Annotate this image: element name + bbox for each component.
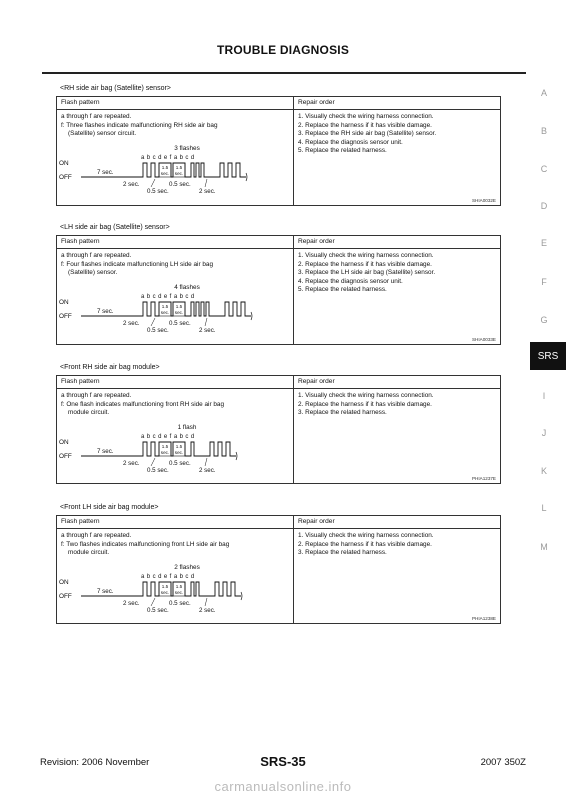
half-sec-label: 0.5 sec. — [147, 467, 169, 474]
flash-description — [61, 252, 289, 278]
flash-description — [61, 392, 289, 418]
flash-pattern-header: Flash pattern — [61, 378, 100, 385]
desc-line: f: One flash indicates malfunctioning front RH side air bag — [61, 400, 225, 408]
repair-step: 1. Visually check the wiring harness connection. — [298, 532, 434, 539]
repair-step: 4. Replace the diagnosis sensor unit. — [298, 277, 403, 285]
repair-step: 2. Replace the harness if it has visible damage. — [298, 540, 432, 548]
repair-step: 2. Replace the harness if it has visible damage. — [298, 260, 432, 268]
sequence-letters: a b c d e f a b c d — [141, 434, 195, 440]
desc-line: (Satellite) sensor. — [68, 269, 118, 277]
side-index-letter[interactable]: A — [540, 88, 547, 98]
continuation-mark — [246, 173, 247, 181]
repair-step: 1. Visually check the wiring harness connection. — [298, 113, 434, 120]
section-front-rh-module — [56, 361, 501, 483]
repair-order-header: Repair order — [298, 99, 335, 106]
desc-line: a through f are repeated. — [61, 532, 132, 539]
diagnosis-table — [56, 375, 501, 484]
desc-line: module circuit. — [68, 409, 110, 417]
table-header — [57, 236, 500, 249]
desc-line: a through f are repeated. — [61, 252, 132, 259]
box-unit: sec. — [160, 310, 170, 315]
repair-step: 5. Replace the related harness. — [298, 147, 387, 155]
repair-step: 1. Visually check the wiring harness connection. — [298, 392, 434, 399]
box-unit: sec. — [174, 310, 184, 315]
section-front-lh-module — [56, 501, 501, 625]
repair-order-header: Repair order — [298, 238, 335, 245]
side-index — [524, 80, 564, 560]
section-rh-satellite-sensor — [56, 82, 501, 214]
flash-pattern-diagram — [59, 280, 291, 340]
box-value: 1.5 — [161, 444, 169, 449]
two-sec-label: 2 sec. — [123, 460, 140, 467]
section-lh-satellite-sensor — [56, 221, 501, 353]
repair-list — [298, 113, 498, 156]
on-label: ON — [59, 299, 69, 306]
half-sec-label: 0.5 sec. — [169, 181, 191, 188]
on-label: ON — [59, 439, 69, 446]
repair-list — [298, 252, 498, 295]
box-value: 1.5 — [175, 304, 183, 309]
side-index-letter[interactable]: F — [541, 277, 547, 287]
on-label: ON — [59, 160, 69, 167]
column-divider — [293, 236, 294, 344]
repair-list — [298, 392, 498, 418]
half-sec-label: 0.5 sec. — [169, 320, 191, 327]
repair-step: 1. Visually check the wiring harness connection. — [298, 252, 434, 259]
sequence-letters: a b c d e f a b c d — [141, 155, 195, 161]
half-sec-label: 0.5 sec. — [147, 607, 169, 614]
figure-id: SHIA0033E — [471, 337, 496, 342]
repair-step: 3. Replace the related harness. — [298, 409, 387, 417]
repair-step: 2. Replace the harness if it has visible damage. — [298, 121, 432, 129]
side-index-letter[interactable]: M — [540, 542, 548, 552]
sequence-letters: a b c d e f a b c d — [141, 574, 195, 580]
title-divider — [42, 72, 526, 74]
flash-count-label: 1 flash — [177, 424, 197, 431]
desc-line: a through f are repeated. — [61, 113, 132, 120]
repair-step: 3. Replace the RH side air bag (Satellite) sensor. — [298, 130, 437, 138]
flash-pattern-diagram — [59, 141, 291, 201]
section-title: <RH side air bag (Satellite) sensor> — [60, 85, 171, 92]
model-year: 2007 350Z — [480, 757, 526, 768]
leader-line — [151, 318, 155, 326]
side-index-letter[interactable]: L — [541, 503, 547, 513]
repair-order-header: Repair order — [298, 518, 335, 525]
leader-line — [205, 318, 207, 326]
two-sec-label: 2 sec. — [199, 188, 216, 195]
off-label: OFF — [59, 313, 72, 320]
leader-line — [205, 598, 207, 606]
two-sec-label: 2 sec. — [199, 607, 216, 614]
desc-line: a through f are repeated. — [61, 392, 132, 399]
repair-step: 5. Replace the related harness. — [298, 286, 387, 294]
column-divider — [293, 97, 294, 205]
off-label: OFF — [59, 593, 72, 600]
side-index-letter[interactable]: E — [540, 238, 547, 248]
desc-line: f: Three flashes indicate malfunctioning RH side air bag — [61, 121, 218, 129]
seven-sec-label: 7 sec. — [97, 169, 114, 176]
side-index-letter[interactable]: D — [540, 201, 548, 211]
repair-order-header: Repair order — [298, 378, 335, 385]
two-sec-label: 2 sec. — [199, 327, 216, 334]
box-value: 1.5 — [175, 165, 183, 170]
continuation-mark — [236, 452, 237, 460]
side-index-letter[interactable]: B — [540, 126, 547, 136]
continuation-mark — [241, 592, 242, 600]
side-index-letter[interactable]: G — [540, 315, 548, 325]
repair-step: 3. Replace the related harness. — [298, 549, 387, 557]
diagnosis-table — [56, 235, 501, 345]
two-sec-label: 2 sec. — [123, 600, 140, 607]
leader-line — [151, 598, 155, 606]
figure-id: SHIA0032E — [471, 198, 496, 203]
table-header — [57, 516, 500, 529]
desc-line: f: Two flashes indicates malfunctioning front LH side air bag — [61, 540, 230, 548]
side-index-letter[interactable]: J — [541, 428, 547, 438]
half-sec-label: 0.5 sec. — [147, 327, 169, 334]
box-value: 1.5 — [161, 584, 169, 589]
figure-id: PHIA1237E — [471, 476, 496, 481]
flash-count-label: 4 flashes — [174, 284, 200, 291]
box-unit: sec. — [160, 171, 170, 176]
repair-step: 4. Replace the diagnosis sensor unit. — [298, 138, 403, 146]
box-unit: sec. — [160, 450, 170, 455]
page-number: SRS-35 — [260, 754, 306, 769]
section-title: <LH side air bag (Satellite) sensor> — [60, 224, 170, 231]
box-unit: sec. — [174, 590, 184, 595]
two-sec-label: 2 sec. — [123, 320, 140, 327]
box-value: 1.5 — [161, 304, 169, 309]
side-index-letter[interactable]: I — [542, 391, 546, 401]
desc-line: f: Four flashes indicate malfunctioning LH side air bag — [61, 260, 214, 268]
flash-count-label: 2 flashes — [174, 564, 200, 571]
flash-count-label: 3 flashes — [174, 145, 200, 152]
half-sec-label: 0.5 sec. — [169, 600, 191, 607]
box-value: 1.5 — [175, 444, 183, 449]
table-header — [57, 376, 500, 389]
repair-list — [298, 532, 498, 558]
flash-pattern-header: Flash pattern — [61, 238, 100, 245]
box-unit: sec. — [174, 171, 184, 176]
on-label: ON — [59, 579, 69, 586]
repair-step: 2. Replace the harness if it has visible damage. — [298, 400, 432, 408]
leader-line — [205, 179, 207, 187]
box-value: 1.5 — [175, 584, 183, 589]
flash-description — [61, 113, 289, 139]
half-sec-label: 0.5 sec. — [147, 188, 169, 195]
half-sec-label: 0.5 sec. — [169, 460, 191, 467]
off-label: OFF — [59, 174, 72, 181]
two-sec-label: 2 sec. — [199, 467, 216, 474]
box-value: 1.5 — [161, 165, 169, 170]
column-divider — [293, 516, 294, 623]
box-unit: sec. — [160, 590, 170, 595]
side-index-letter[interactable]: C — [540, 164, 548, 174]
two-sec-label: 2 sec. — [123, 181, 140, 188]
watermark: carmanualsonline.info — [214, 779, 352, 794]
leader-line — [205, 458, 207, 466]
desc-line: module circuit. — [68, 549, 110, 557]
flash-pattern-header: Flash pattern — [61, 99, 100, 106]
diagnosis-table — [56, 96, 501, 206]
page-title: TROUBLE DIAGNOSIS — [216, 43, 350, 57]
repair-step: 3. Replace the LH side air bag (Satellite) sensor. — [298, 269, 436, 277]
seven-sec-label: 7 sec. — [97, 448, 114, 455]
section-title: <Front LH side air bag module> — [60, 504, 159, 511]
continuation-mark — [251, 312, 252, 320]
leader-line — [151, 179, 155, 187]
box-unit: sec. — [174, 450, 184, 455]
side-index-letter[interactable]: K — [540, 466, 547, 476]
sequence-letters: a b c d e f a b c d — [141, 294, 195, 300]
side-tab-srs[interactable]: SRS — [530, 342, 566, 370]
revision-date: Revision: 2006 November — [40, 757, 150, 768]
flash-pattern-diagram — [59, 560, 291, 620]
section-title: <Front RH side air bag module> — [60, 364, 160, 371]
desc-line: (Satellite) sensor circuit. — [68, 130, 137, 138]
flash-pattern-diagram — [59, 420, 291, 480]
column-divider — [293, 376, 294, 483]
flash-description — [61, 532, 289, 558]
leader-line — [151, 458, 155, 466]
flash-pattern-header: Flash pattern — [61, 518, 100, 525]
figure-id: PHIA1238E — [471, 616, 496, 621]
diagnosis-table — [56, 515, 501, 624]
seven-sec-label: 7 sec. — [97, 588, 114, 595]
table-header — [57, 97, 500, 110]
off-label: OFF — [59, 453, 72, 460]
seven-sec-label: 7 sec. — [97, 308, 114, 315]
